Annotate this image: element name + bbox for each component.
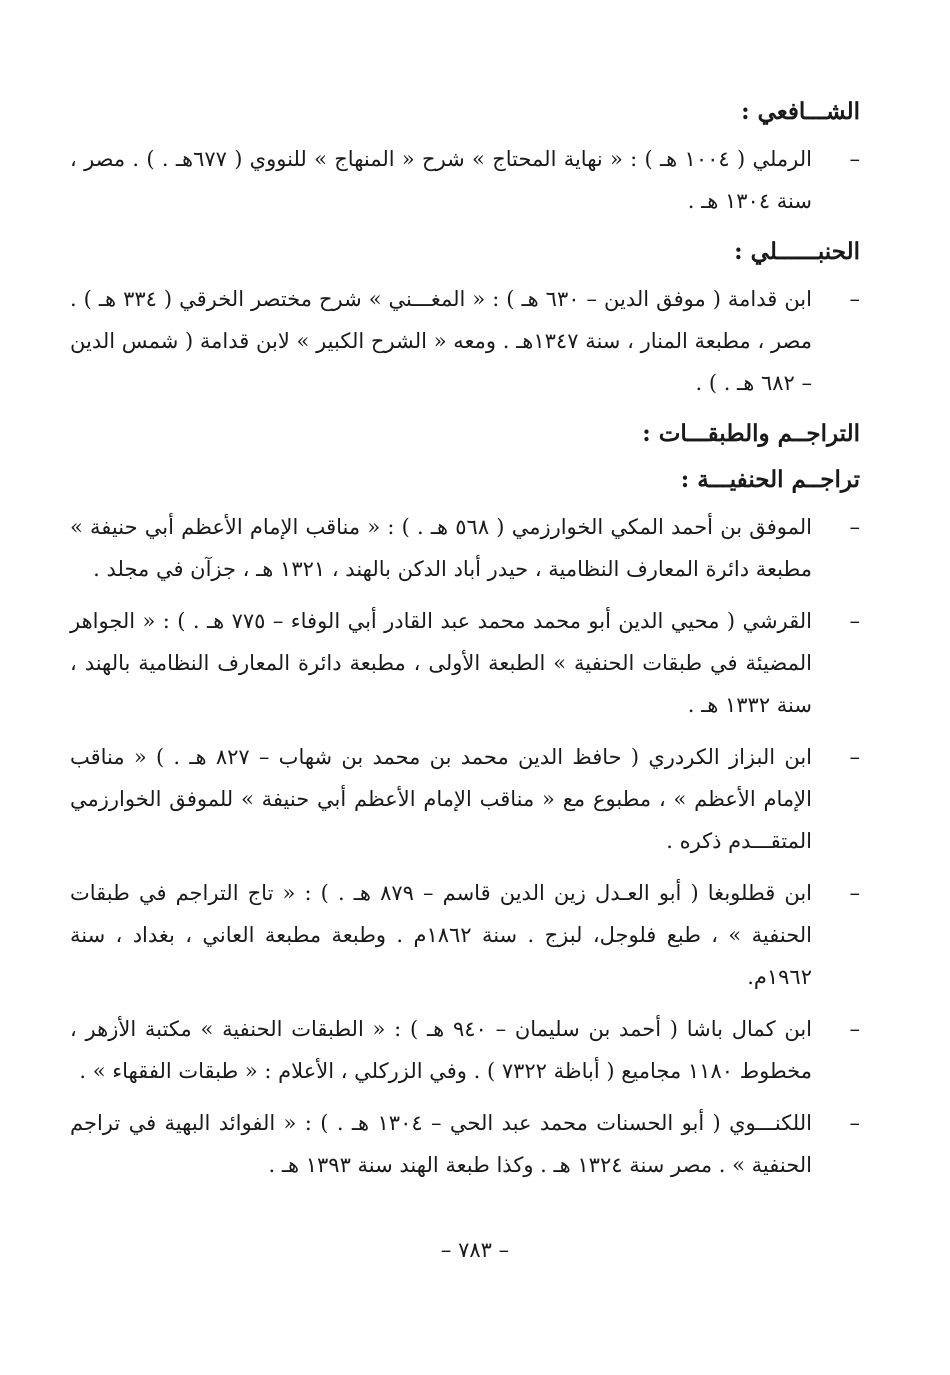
- entry-item: [70, 278, 860, 404]
- dash-bullet: –: [849, 1017, 860, 1041]
- entry-text: ابن قدامة ( موفق الدين – ٦٣٠ هـ ) : « المغـــني » شرح مختصر الخرقي ( ٣٣٤ هـ ) . مصر ، مطبعة المنار ، سنة ١٣٤٧هـ . ومعه « الشرح الكبير » لابن قدامة ( شمس الدين – ٦٨٢ هـ . ) .: [70, 287, 812, 395]
- entry-text: الموفق بن أحمد المكي الخوارزمي ( ٥٦٨ هـ . ) : « مناقب الإمام الأعظم أبي حنيفة » مطبعة دائرة المعارف النظامية ، حيدر أباد الدكن بالهند ، ١٣٢١ هـ ، جزآن في مجلد .: [70, 515, 812, 581]
- entry-text: القرشي ( محيي الدين أبو محمد محمد عبد القادر أبي الوفاء – ٧٧٥ هـ . ) : « الجواهر المضيئة في طبقات الحنفية » الطبعة الأولى ، مطبعة دائرة المعارف النظامية بالهند ، سنة ١٣٣٢ هـ .: [70, 609, 813, 717]
- entry-text: ابن كمال باشا ( أحمد بن سليمان – ٩٤٠ هـ ) : « الطبقات الحنفية » مكتبة الأزهر ، مخطوط ١١٨٠ مجاميع ( أباظة ٧٣٢٢ ) . وفي الزركلي ، الأعلام : « طبقات الفقهاء » .: [70, 1017, 812, 1083]
- page-number: – ٧٨٣ –: [440, 1238, 510, 1262]
- entry-item: [70, 600, 860, 726]
- entry-text: اللكنـــوي ( أبو الحسنات محمد عبد الحي – ١٣٠٤ هـ . ) : « الفوائد البهية في تراجم الحنفية » . مصر سنة ١٣٢٤ هـ . وكذا طبعة الهند سنة ١٣٩٣ هـ .: [70, 1111, 812, 1177]
- entry-item: [70, 872, 860, 998]
- entry-item: [70, 736, 860, 862]
- dash-bullet: –: [849, 287, 860, 311]
- entry-item: [70, 138, 860, 222]
- entry-item: [70, 506, 860, 590]
- heading-biographies: التراجــم والطبقـــات :: [642, 420, 860, 447]
- entry-item: [70, 1008, 860, 1092]
- dash-bullet: –: [849, 147, 860, 171]
- dash-bullet: –: [849, 515, 860, 539]
- dash-bullet: –: [849, 609, 860, 633]
- dash-bullet: –: [849, 745, 860, 769]
- dash-bullet: –: [849, 881, 860, 905]
- heading-shafii: الشـــافعي :: [741, 98, 860, 125]
- entry-text: ابن قطلوبغا ( أبو العـدل زين الدين قاسم – ٨٧٩ هـ . ) : « تاج التراجم في طبقات الحنفية » ، طبع فلوجل، لبزج . سنة ١٨٦٢م . وطبعة مطبعة العاني ، بغداد ، سنة ١٩٦٢م.: [70, 881, 812, 989]
- entry-item: [70, 1102, 860, 1186]
- entry-text: ابن البزاز الكردري ( حافظ الدين محمد بن محمد بن شهاب – ٨٢٧ هـ . ) « مناقب الإمام الأعظم » ، مطبوع مع « مناقب الإمام الأعظم أبي حنيفة » للموفق الخوارزمي المتقـــدم ذكره .: [70, 745, 812, 853]
- entry-text: الرملي ( ١٠٠٤ هـ ) : « نهاية المحتاج » شرح « المنهاج » للنووي ( ٦٧٧هـ . ) . مصر ، سنة ١٣٠٤ هـ .: [70, 147, 812, 213]
- dash-bullet: –: [849, 1111, 860, 1135]
- heading-hanafi-biographies: تراجــم الحنفيـــة :: [680, 466, 860, 493]
- heading-hanbali: الحنبــــــلي :: [734, 238, 860, 265]
- bibliography-content: [70, 92, 860, 1196]
